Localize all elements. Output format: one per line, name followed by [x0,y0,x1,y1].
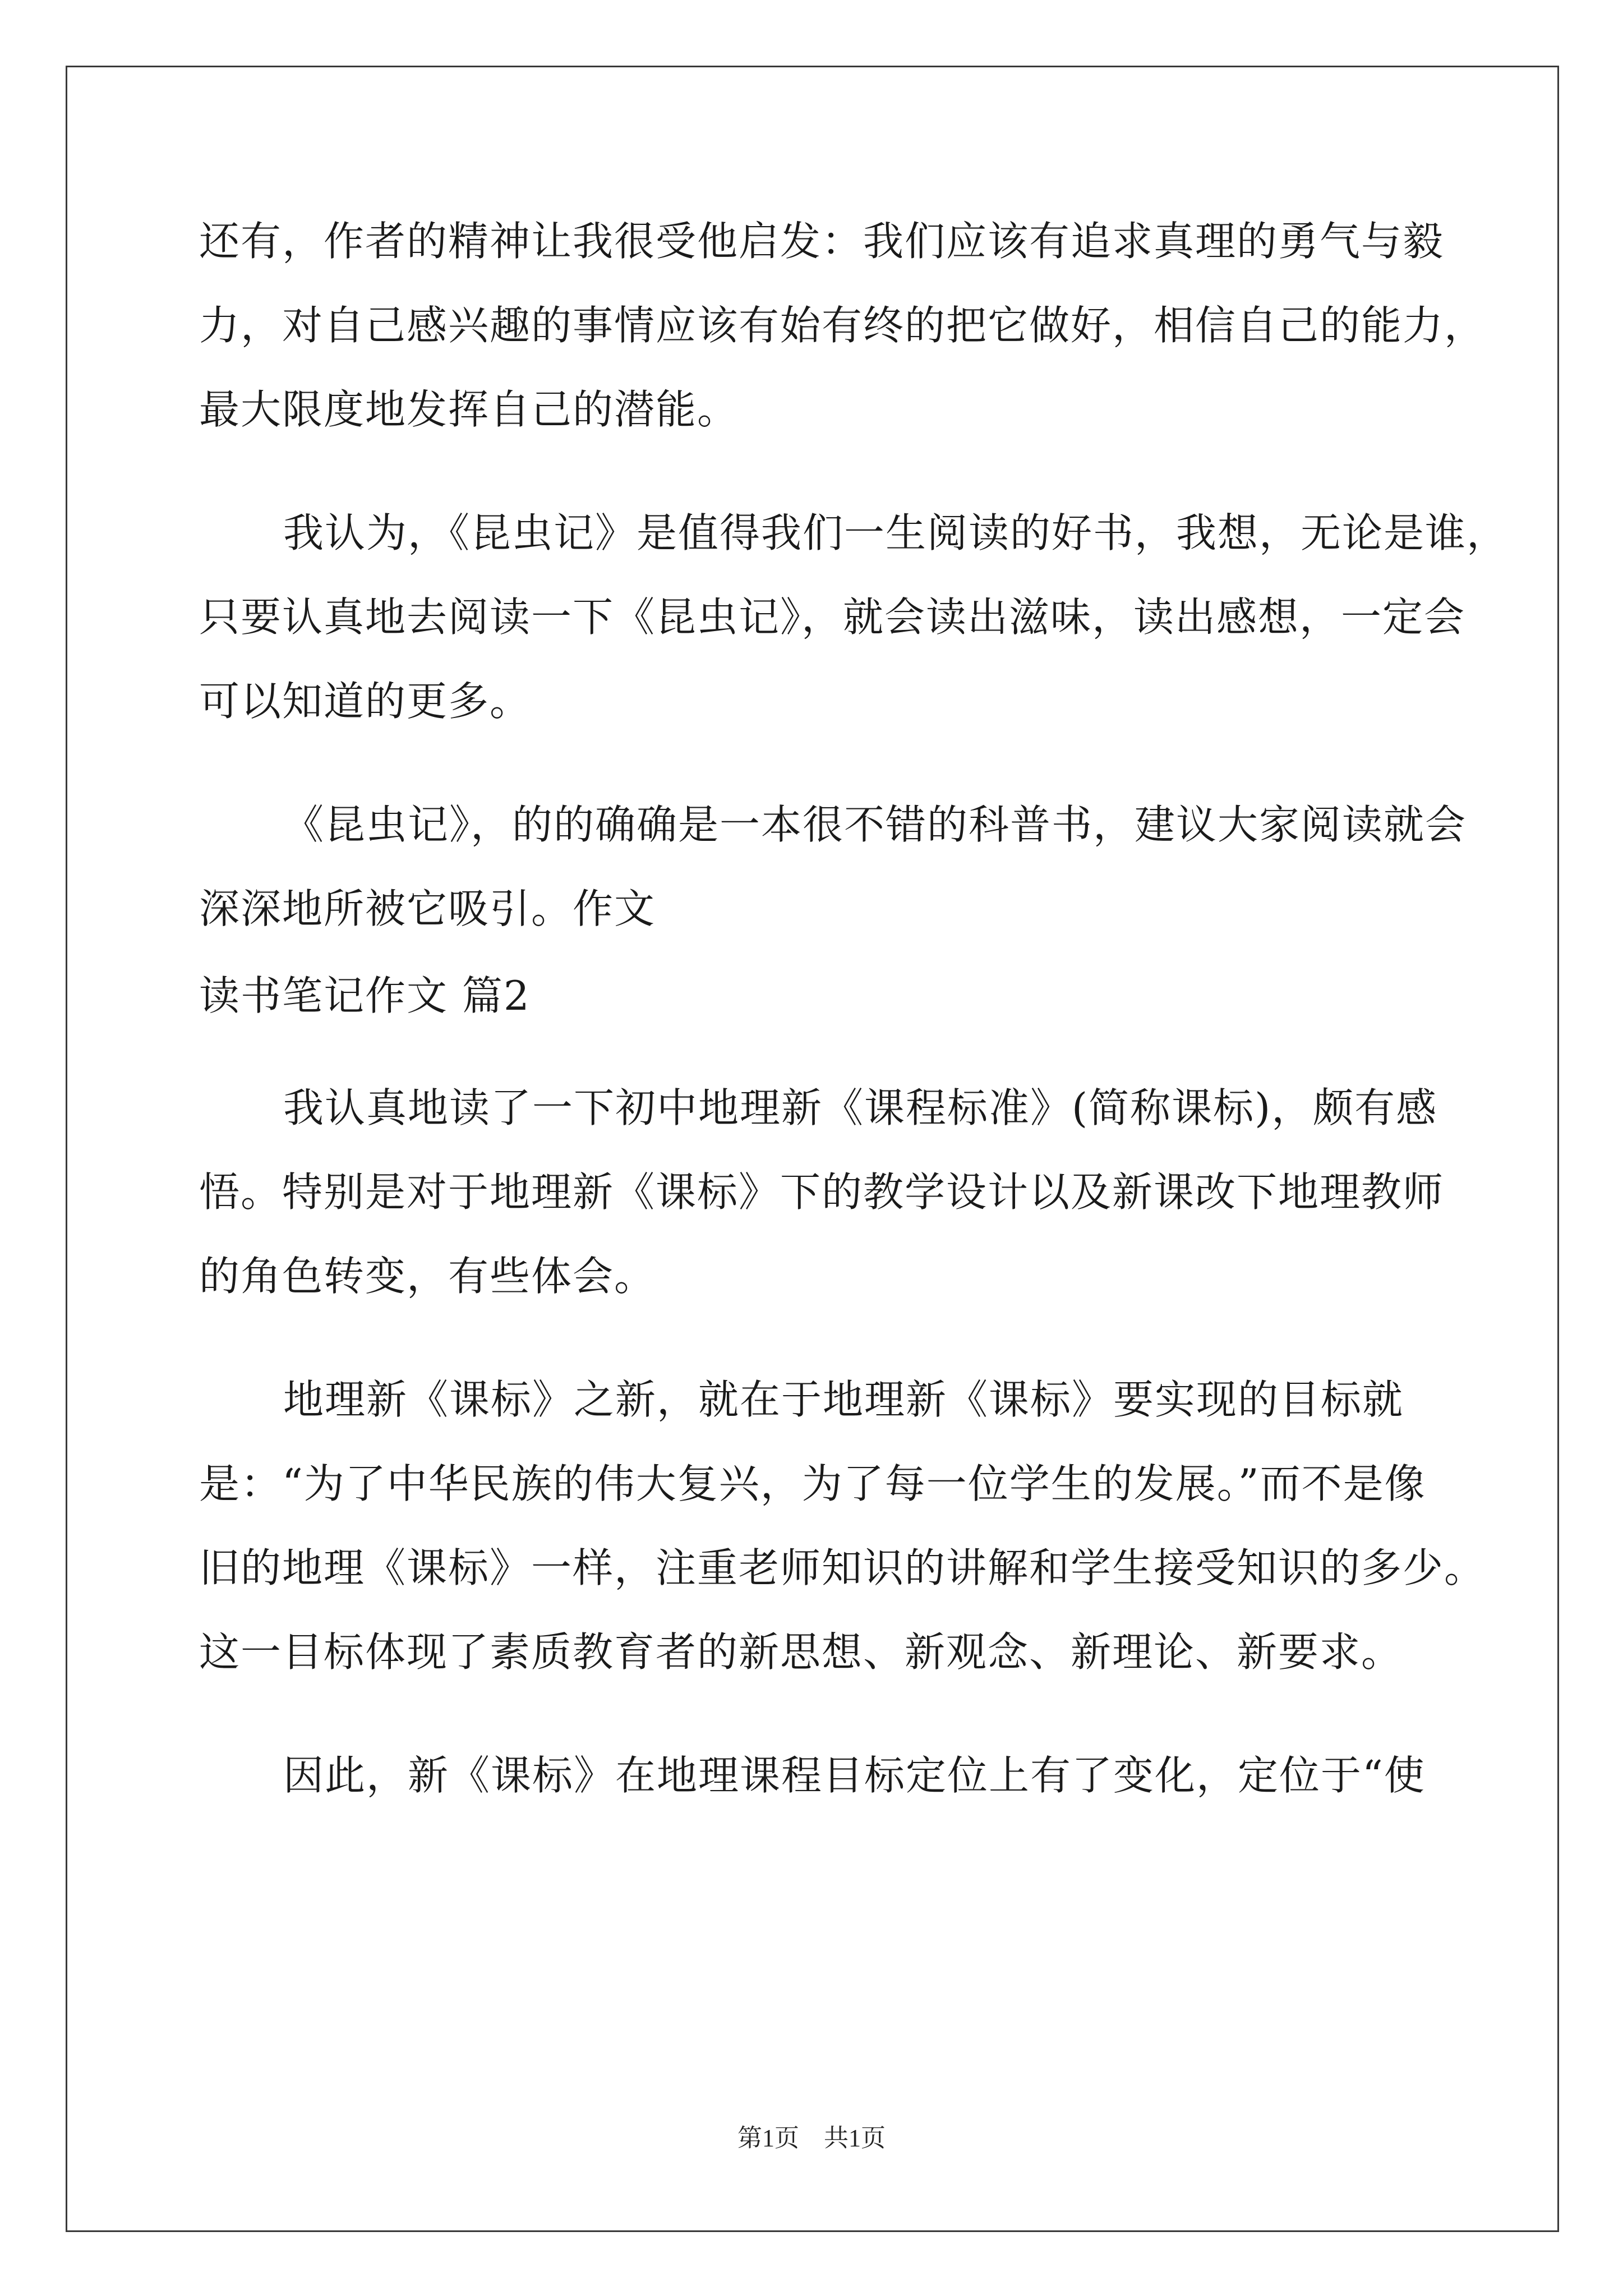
text-line: 的角色转变，有些体会。 [199,1253,656,1300]
text-line: 我认为，《昆虫记》是值得我们一生阅读的好书，我想，无论是谁， [283,509,1509,556]
text-line: 最大限度地发挥自己的潜能。 [199,386,739,433]
text-line: 只要认真地去阅读一下《昆虫记》，就会读出滋味，读出感想，一定会 [199,593,1466,641]
text-line: 《昆虫记》，的的确确是一本很不错的科普书，建议大家阅读就会 [283,801,1467,848]
text-line: 还有，作者的精神让我很受他启发：我们应该有追求真理的勇气与毅 [199,218,1445,265]
text-line: 这一目标体现了素质教育者的新思想、新观念、新理论、新要求。 [199,1628,1403,1676]
text-line: 是：“为了中华民族的伟大复兴，为了每一位学生的发展。”而不是像 [199,1460,1426,1507]
text-line: 悟。特别是对于地理新《课标》下的教学设计以及新课改下地理教师 [199,1168,1445,1216]
text-line: 力，对自己感兴趣的事情应该有始有终的把它做好，相信自己的能力， [199,302,1486,349]
text-line: 读书笔记作文 篇2 [199,972,531,1019]
text-line: 可以知道的更多。 [199,678,532,725]
text-line: 我认真地读了一下初中地理新《课程标准》(简称课标)，颇有感 [283,1084,1438,1131]
page-footer: 第1页 共1页 [737,2124,886,2152]
text-line: 地理新《课标》之新，就在于地理新《课标》要实现的目标就 [283,1376,1404,1423]
text-line: 因此，新《课标》在地理课程目标定位上有了变化，定位于“使 [283,1752,1426,1799]
text-line: 旧的地理《课标》一样，注重老师知识的讲解和学生接受知识的多少。 [199,1544,1486,1591]
text-line: 深深地所被它吸引。作文 [199,885,656,932]
